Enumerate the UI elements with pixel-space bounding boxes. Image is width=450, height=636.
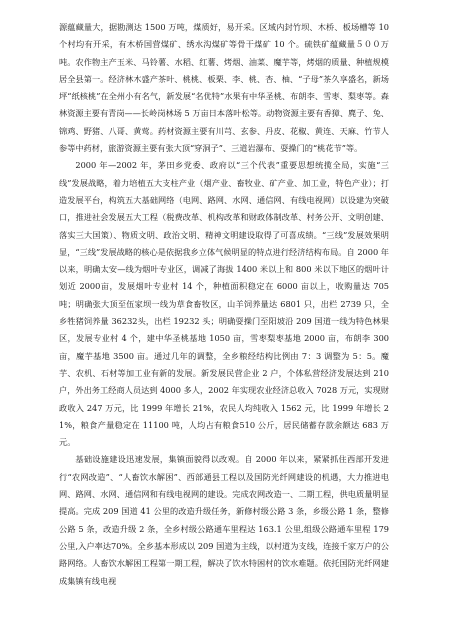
paragraph-development-strategy: 2000 年—2002 年，茅田乡党委、政府以“三个代表”重要思想统揽全局，实施“三线”发展战略，着力培植五大支柱产业（烟产业、畜牧业、矿产业、加工业，特色产业）；打造发展平台，构筑五大基础网络（电网、路网、水网、通信网、有线电视网）以设建为突破口，推进社会发展五大工程（税费改革、机构改革和财政体制改革、村务公开、文明创建、落实三大国策）、物质文明、政治文明、精神文明建设取得了可喜成绩。“三线”发展效果明显，“三线”发展战略的核心是依据我乡立体气候明显的特点进行经济结构布局。自 2000 年以来，明确太安—线为烟叶专业区，调减了海拔 1400 米以上和 800 米以下地区的烟叶计划近 2000亩，发展烟叶专业村 14 个，种植面积稳定在 6000 亩以上，收购量达 705 吨；明确张大顶至伍家坝一线为草食畜牧区，山羊饲养量达 6801 只，出栏 2739 只，全乡牲猪饲养量 36232头，出栏 19232 头；明确耍操门至阳坡沿 209 国道一线为特色林果区，发展专业村 4 个，建中华圣桃基地 1050 亩，雪枣梨枣基地 2000 亩，布朗李 300 亩，魔芋基地 3500 亩。通过几年的调整，全乡粮经结构比例由 7：3 调整为 5：5。魔芋、农机、石材等加工业有新的发展。新发展民营企业 2 户，个体私营经济发展达到 210 户，外出务工经商人员达到 4000 多人，2002 年实现农业经济总收入 7028 万元，实现财政收入 247 万元，比 1999 年增长 21%，农民人均纯收入 1562 元，比 1999 年增长 21%，粮食产量稳定在 11100 吨，人均占有粮食510 公斤，居民储蓄存款余额达 683 万元。: [59, 160, 389, 448]
paragraph-infrastructure: 基础设施建设迅速发展，集镇面貌得以改观。自 2000 年以来，紧紧抓住西部开发进行“农网改造”、“人畜饮水解困”、西部通县工程以及国防光纤网建设的机遇，大力推进电网、路网、水网、通信网和有线电视网的建设。完成农网改造一、二期工程，供电质量明显提高。完成 209 国道 41 公里的改造升级任务，新修村级公路 3 条，乡级公路 1 条，整修公路 5 条，改造升级 2 条，全乡村级公路通车里程达 163.1 公里,组级公路通车里程 179 公里,入户率达70%。全乡基本形成以 209 国道为主线，以村道为支线，连接千家万户的公路网络。人畜饮水解困工程第一期工程，解决了饮水特困村的饮水难题。依托国防光纤网建成集镇有线电视: [59, 454, 389, 586]
document-body: [59, 19, 389, 590]
paragraph-resources: 源蕴藏量大，据勘测达 1500 万吨，煤质好，易开采。区域内封竹坝、木桥、板场槽等 10个村均有开采，有木桥国营煤矿、绣水沟煤矿等骨干煤矿 10 个。硫铁矿蕴藏量５００万吨。农作物主产玉米、马铃薯、水稻、红薯、烤烟、油菜、魔芋等，烤烟的质量、种植规模居全县第一。经济林木盛产茶叶、桃桃、板栗、李、桃、杏、柚、“子母”茶久享盛名，新场坪“纸核桃”在全州小有名气，新发展“名优特”水果有中华圣桃、布朗李、雪枣、梨枣等。森林资源主要有青岗——长岭岗林场 5 万亩日本落叶松等。动物资源主要有香獐、麂子、兔、锦鸡、野猪、八哥、黄莺。药材资源主要有川芎、玄参、丹皮、花椒、黄连、天麻、竹节人参等中药材，旅游资源主要有张大顶“穿洞子”、三道岩瀑布、耍操门的“桃花节”等。: [59, 22, 389, 154]
